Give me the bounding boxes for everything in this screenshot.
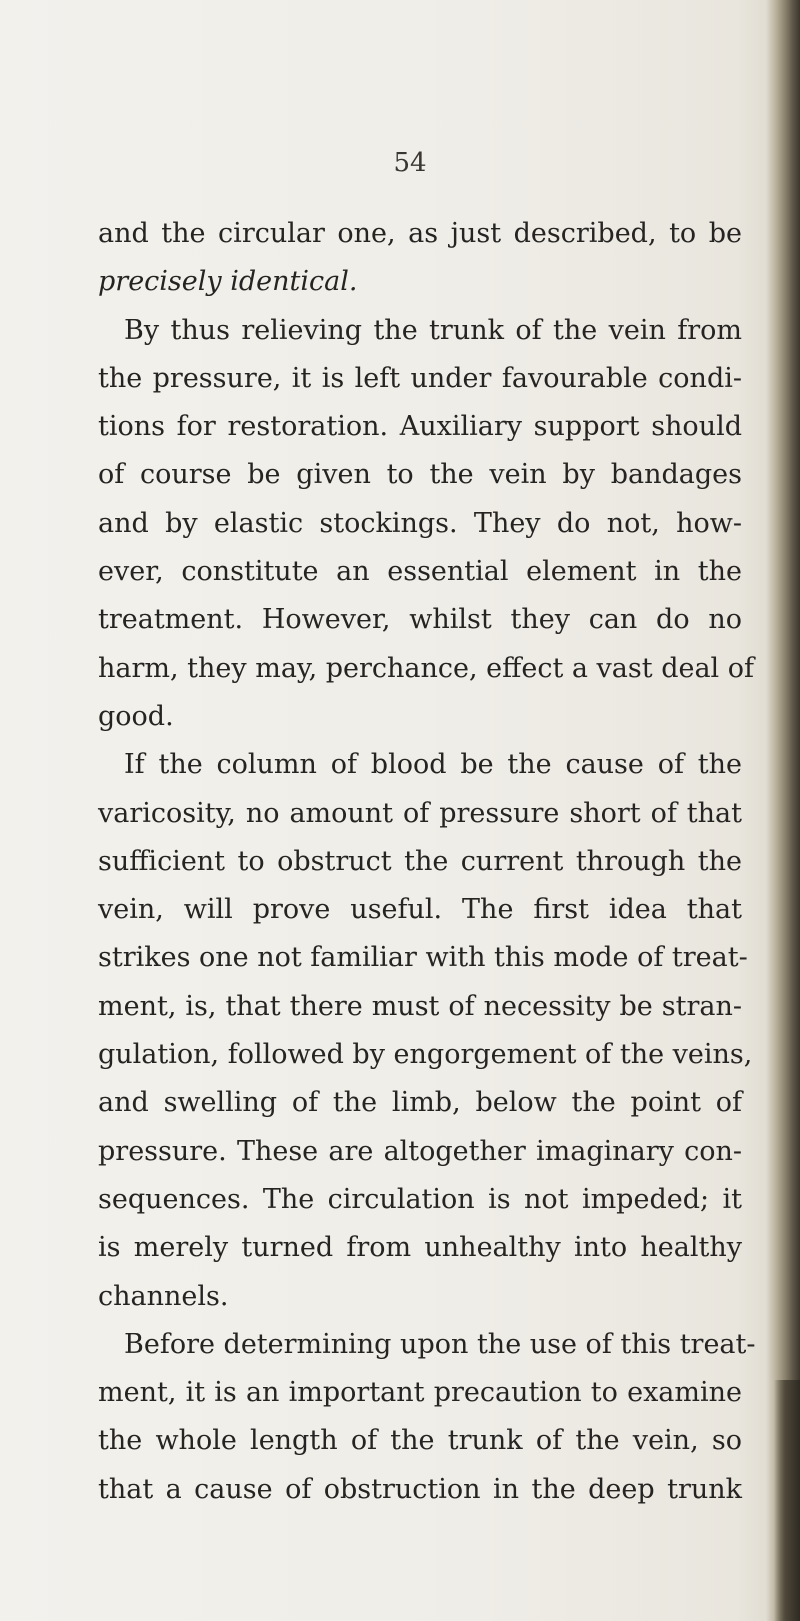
text-line: and by elastic stockings. They do not, how- [98, 507, 742, 539]
text-line: is merely turned from unhealthy into healthy [98, 1232, 742, 1264]
text-line: gulation, followed by engorgement of the veins, [98, 1039, 753, 1071]
text-line: and the circular one, as just described, to be [98, 218, 742, 249]
text-line: pressure. These are altogether imaginary con- [98, 1135, 742, 1167]
text-line: If the column of blood be the cause of the [124, 749, 742, 781]
text-line: vein, will prove useful. The first idea that [98, 894, 742, 926]
text-line: the pressure, it is left under favourable condi- [98, 362, 742, 394]
text-line [98, 258, 742, 306]
text-line: strikes one not familiar with this mode of treat- [98, 942, 748, 974]
text-line: ment, is, that there must of necessity be stran- [98, 990, 742, 1022]
body-text [98, 210, 756, 1514]
page-binding-shadow [774, 1380, 800, 1621]
page-binding-edge [766, 0, 800, 1621]
paragraph [98, 307, 755, 742]
paragraph [98, 210, 742, 307]
text-line: By thus relieving the trunk of the vein from [124, 314, 742, 346]
italic-text: precisely identical. [98, 266, 358, 298]
text-line: that a cause of obstruction in the deep trunk [98, 1473, 742, 1505]
text-line: channels. [98, 1280, 229, 1312]
text-line: the whole length of the trunk of the vein, so [98, 1425, 742, 1457]
text-line: sufficient to obstruct the current through the [98, 845, 742, 877]
text-line: Before determining upon the use of this treat- [124, 1328, 756, 1360]
text-line: harm, they may, perchance, effect a vast deal of [98, 652, 755, 684]
text-line: treatment. However, whilst they can do no [98, 604, 742, 636]
text-line: sequences. The circulation is not impeded; it [98, 1183, 742, 1215]
text-line: tions for restoration. Auxiliary support should [98, 411, 742, 443]
text-line: ever, constitute an essential element in the [98, 556, 742, 588]
page-number: 54 [393, 148, 427, 178]
paragraph [98, 741, 753, 1321]
text-line: good. [98, 700, 174, 732]
text-line: ment, it is an important precaution to examine [98, 1377, 742, 1409]
paragraph [98, 1321, 756, 1514]
text-line: varicosity, no amount of pressure short of that [98, 797, 742, 829]
text-line: of course be given to the vein by bandages [98, 459, 742, 491]
text-line: and swelling of the limb, below the point of [98, 1087, 742, 1119]
